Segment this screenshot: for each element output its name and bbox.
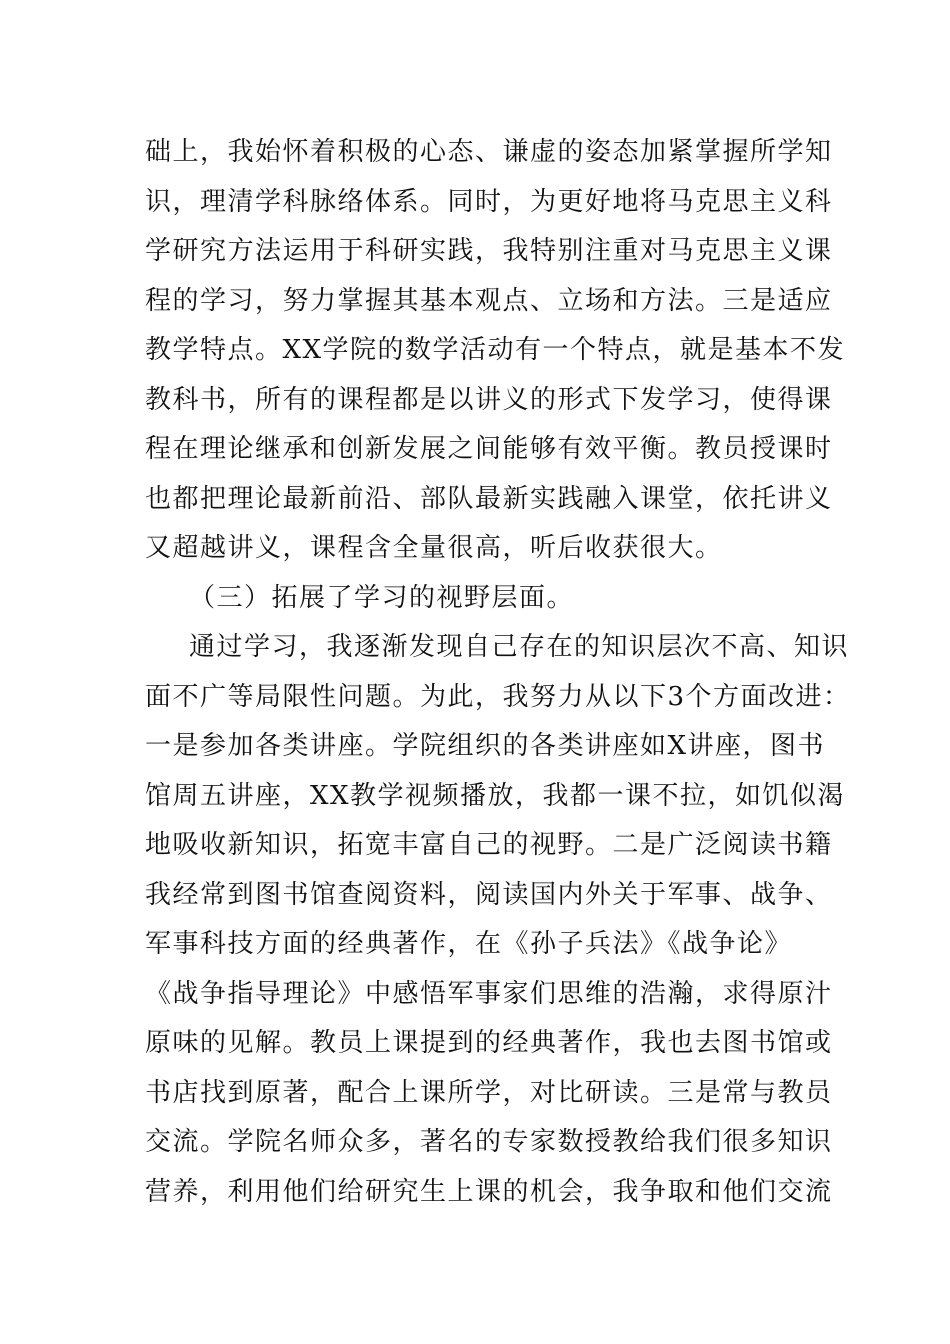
text-line: 面不广等局限性问题。为此，我努力从以下3个方面改进： [145,681,851,712]
body-text [145,128,851,1217]
text-line: 程的学习，努力掌握其基本观点、立场和方法。三是适应 [145,285,833,316]
text-line: 也都把理论最新前沿、部队最新实践融入课堂，依托讲义 [145,483,833,514]
text-line: 馆周五讲座，XX教学视频播放，我都一课不拉，如饥似渴 [145,780,846,811]
text-line: 一是参加各类讲座。学院组织的各类讲座如X讲座，图书 [145,731,826,761]
paragraph-first-line: 通过学习，我逐渐发现自己存在的知识层次不高、知识 [189,632,850,662]
text-line: 原味的见解。教员上课提到的经典著作，我也去图书馆或 [145,1028,833,1058]
text-line: 教学特点。XX学院的数学活动有一个特点，就是基本不发 [145,335,846,365]
text-line: 交流。学院名师众多，著名的专家数授教给我们很多知识 [145,1127,833,1157]
text-line: 程在理论继承和创新发展之间能够有效平衡。教员授课时 [145,434,833,464]
text-line: 营养，利用他们给研究生上课的机会，我争取和他们交流 [145,1176,833,1207]
text-line: 地吸收新知识，拓宽丰富自己的视野。二是广泛阅读书籍 [145,830,833,860]
text-line: 我经常到图书馆查阅资料，阅读国内外关于军事、战争、 [145,879,833,910]
text-line: 识，理清学科脉络体系。同时，为更好地将马克思主义科 [145,186,833,217]
text-line: 础上，我始怀着积极的心态、谦虚的姿态加紧掌握所学知 [145,137,833,167]
text-line: 教科书，所有的课程都是以讲义的形式下发学习，使得课 [145,384,833,415]
text-line: 又超越讲义，课程含全量很高，听后收获很大。 [145,533,723,563]
text-line: 学研究方法运用于科研实践，我特别注重对马克思主义课 [145,236,833,266]
text-line: 书店找到原著，配合上课所学，对比研读。三是常与教员 [145,1077,833,1108]
text-line: 军事科技方面的经典著作，在《孙子兵法》《战争论》 [145,929,793,959]
text-line: 《战争指导理论》中感悟军事家们思维的浩瀚，求得原汁 [145,978,833,1009]
section-heading: （三）拓展了学习的视野层面。 [189,582,575,613]
